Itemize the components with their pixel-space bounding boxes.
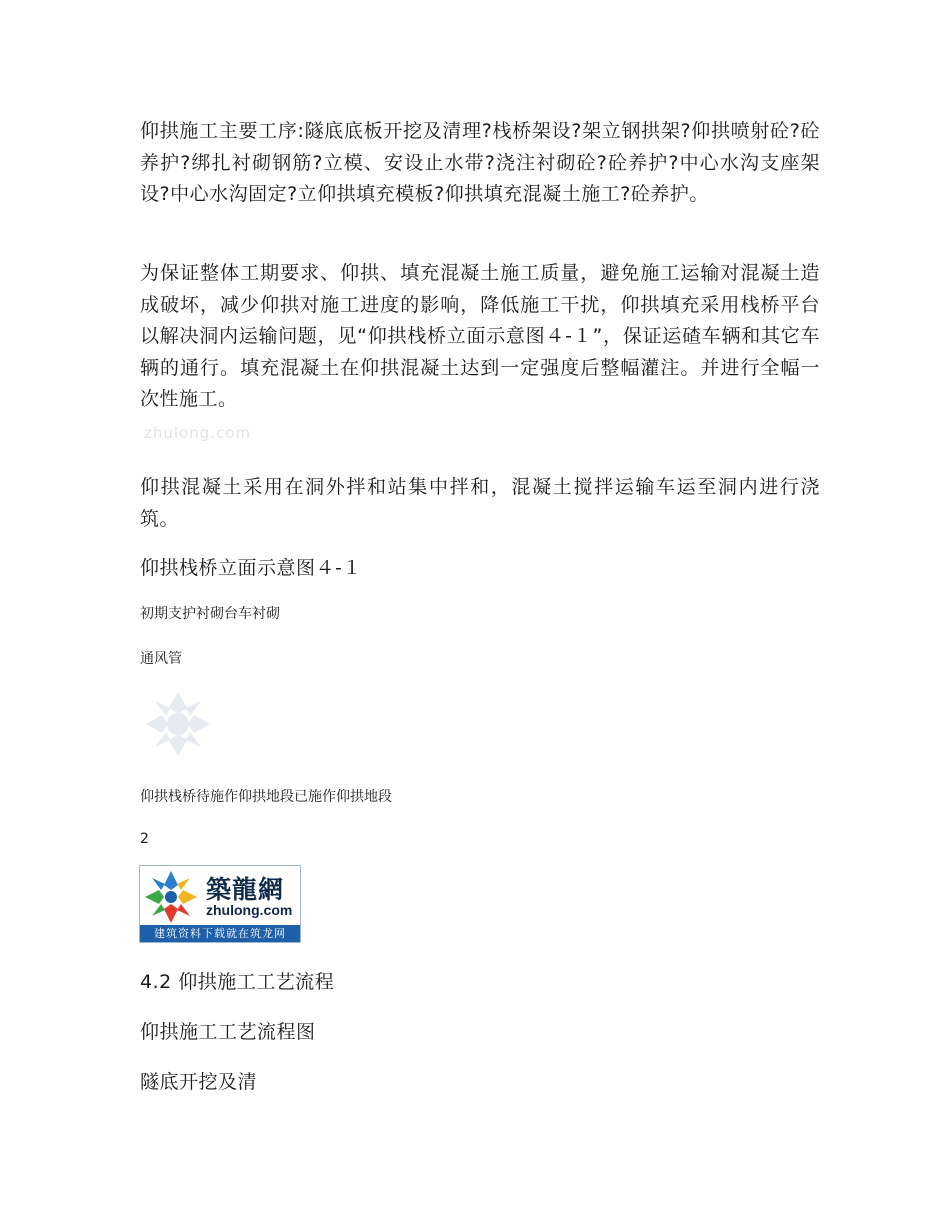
paragraph-bridge-platform: 为保证整体工期要求、仰拱、填充混凝土施工质量，避免施工运输对混凝土造成破坏，减少仰拱对施工进度的影响，降低施工干扰，仰拱填充采用栈桥平台以解决洞内运输问题，见“仰拱栈桥立面示意图４-１”，保证运碴车辆和其它车辆的通行。填充混凝土在仰拱混凝土达到一定强度后整幅灌注。并进行全幅一次性施工。 (140, 262, 820, 410)
flowchart-first-step: 隧底开挖及清 (140, 1071, 258, 1093)
paragraph-process-steps: 仰拱施工主要工序:隧底底板开挖及清理?栈桥架设?架立钢拱架?仰拱喷射砼?砼养护?绑扎衬砌钢筋?立模、安设止水带?浇注衬砌砼?砼养护?中心水沟支座架设?中心水沟固定?立仰拱填充模板?仰拱填充混凝土施工?砼养护。 (140, 120, 820, 205)
page-number: 2 (140, 831, 149, 847)
logo-english-name: zhulong.com (206, 902, 293, 918)
zhulong-logo (139, 865, 301, 943)
faint-logo-image (140, 686, 216, 762)
zhulong-logo-mark-icon (142, 868, 200, 926)
figure-label-lining: 初期支护衬砌台车衬砌 (140, 606, 280, 622)
figure-label-vent-pipe: 通风管 (140, 651, 182, 667)
figure-label-sections: 仰拱栈桥待施作仰拱地段已施作仰拱地段 (140, 789, 392, 805)
flowchart-title: 仰拱施工工艺流程图 (140, 1021, 316, 1043)
watermark-text: zhulong.com (144, 424, 252, 442)
logo-tagline: 建筑资料下载就在筑龙网 (140, 925, 300, 942)
figure-caption: 仰拱栈桥立面示意图４-１ (140, 557, 362, 579)
paragraph-concrete-mixing: 仰拱混凝土采用在洞外拌和站集中拌和，混凝土搅拌运输车运至洞内进行浇筑。 (140, 476, 820, 530)
section-heading: 4.2 仰拱施工工艺流程 (140, 971, 335, 993)
logo-chinese-name: 築龍網 (206, 875, 285, 904)
